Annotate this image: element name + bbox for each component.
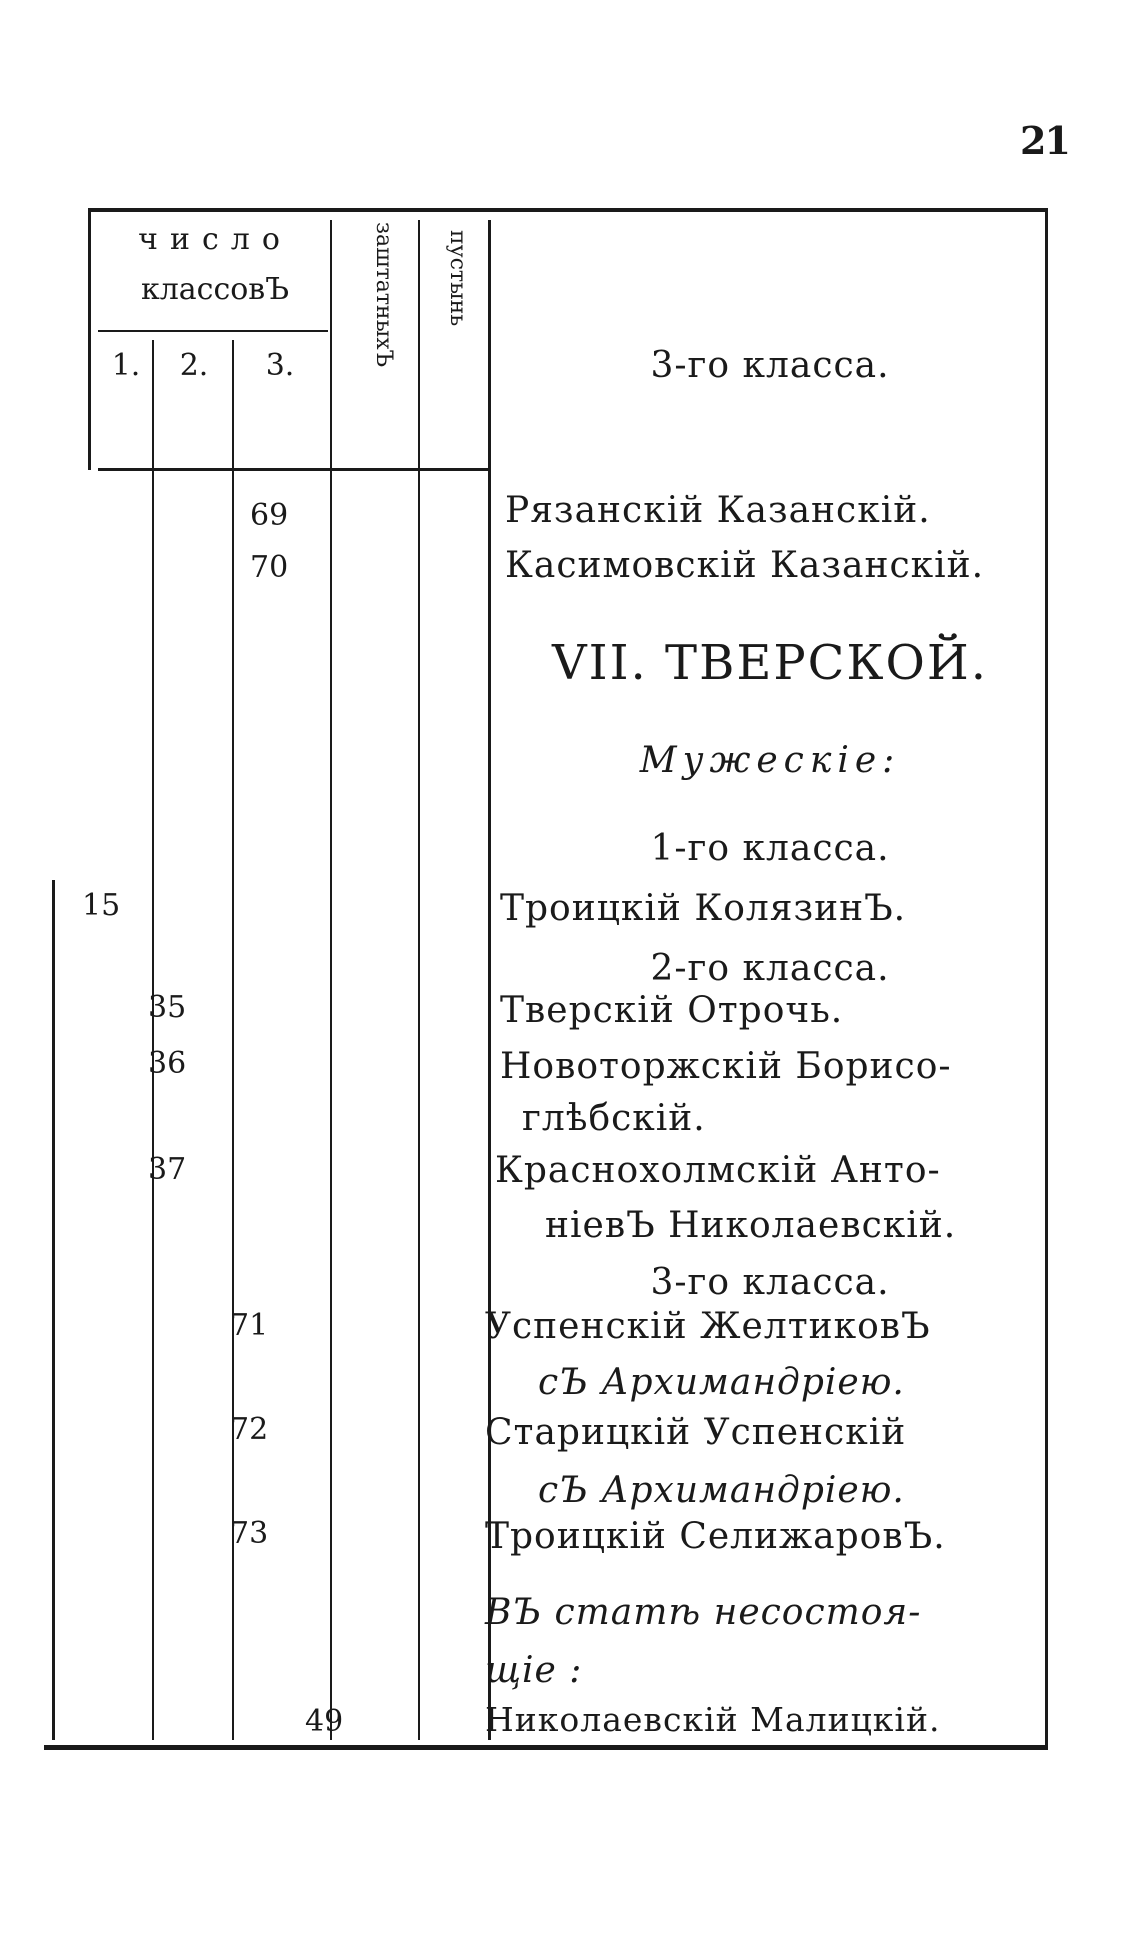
- province-heading: VII. ТВЕРСКОЙ.: [551, 635, 989, 691]
- out-of-state-line2: щіе :: [485, 1650, 583, 1691]
- count-label-line2: классовЪ: [140, 272, 290, 307]
- class3-heading: 3-го класса.: [650, 1262, 890, 1303]
- col5-rule: [488, 220, 491, 1740]
- col1-rule: [152, 340, 154, 1740]
- class-col-2: 2.: [179, 348, 209, 383]
- page-number: 21: [1020, 118, 1069, 163]
- row-37-text-line1: Краснохолмскій Антo-: [495, 1150, 941, 1191]
- table-top-rule: [88, 208, 1048, 212]
- row-49-number: 49: [305, 1704, 344, 1739]
- row-37-text-line2: ніевЪ Николаевскій.: [545, 1205, 957, 1246]
- row-69-text: Рязанскій Казанскій.: [505, 490, 931, 531]
- row-36-text-line2: глѣбскій.: [522, 1098, 706, 1139]
- row-70-text: Касимовскій Казанскій.: [505, 545, 985, 586]
- class1-heading: 1-го класса.: [650, 828, 890, 869]
- table-left-rule: [88, 210, 91, 470]
- class-col-3: 3.: [265, 348, 295, 383]
- row-71-text-line2: сЪ Архимандріею.: [538, 1362, 905, 1403]
- row-71-number: 71: [230, 1308, 269, 1343]
- table-right-rule: [1045, 210, 1048, 1750]
- row-73-text: Троицкій СелижаровЪ.: [485, 1516, 946, 1557]
- count-label-line1: число: [138, 222, 292, 257]
- row-15-text: Троицкій КолязинЪ.: [500, 888, 907, 929]
- row-72-text-line1: Старицкій Успенскій: [485, 1412, 907, 1453]
- row-72-text-line2: сЪ Архимандріею.: [538, 1470, 905, 1511]
- table-left-lower-rule: [52, 880, 55, 1740]
- row-70-number: 70: [250, 550, 289, 585]
- row-73-number: 73: [230, 1516, 269, 1551]
- col-abolished-header: заштатныхЪ: [371, 222, 396, 368]
- count-subheader-rule: [98, 330, 328, 332]
- col-deserts-header: пустынь: [445, 230, 470, 327]
- row-36-number: 36: [148, 1046, 187, 1081]
- table-bottom-rule: [44, 1745, 1048, 1750]
- row-15-number: 15: [82, 888, 121, 923]
- row-35-text: Тверскій Отрочь.: [500, 990, 844, 1031]
- class2-heading: 2-го класса.: [650, 948, 890, 989]
- row-37-number: 37: [148, 1152, 187, 1187]
- header-bottom-rule: [98, 468, 488, 471]
- row-72-number: 72: [230, 1412, 269, 1447]
- class-col-1: 1.: [111, 348, 141, 383]
- subtitle-male: Мужескіе:: [639, 740, 901, 781]
- col4-rule: [418, 220, 420, 1740]
- col3-rule: [330, 220, 332, 1740]
- out-of-state-line1: ВЪ статѣ несостоя-: [485, 1592, 922, 1633]
- section-heading: 3-го класса.: [650, 345, 890, 386]
- row-49-text: Николаевскій Малицкій.: [485, 1700, 941, 1739]
- row-36-text-line1: Новоторжскій Борисо-: [500, 1046, 952, 1087]
- row-69-number: 69: [250, 498, 289, 533]
- row-35-number: 35: [148, 990, 187, 1025]
- row-71-text-line1: Успенскій ЖелтиковЪ: [485, 1306, 931, 1347]
